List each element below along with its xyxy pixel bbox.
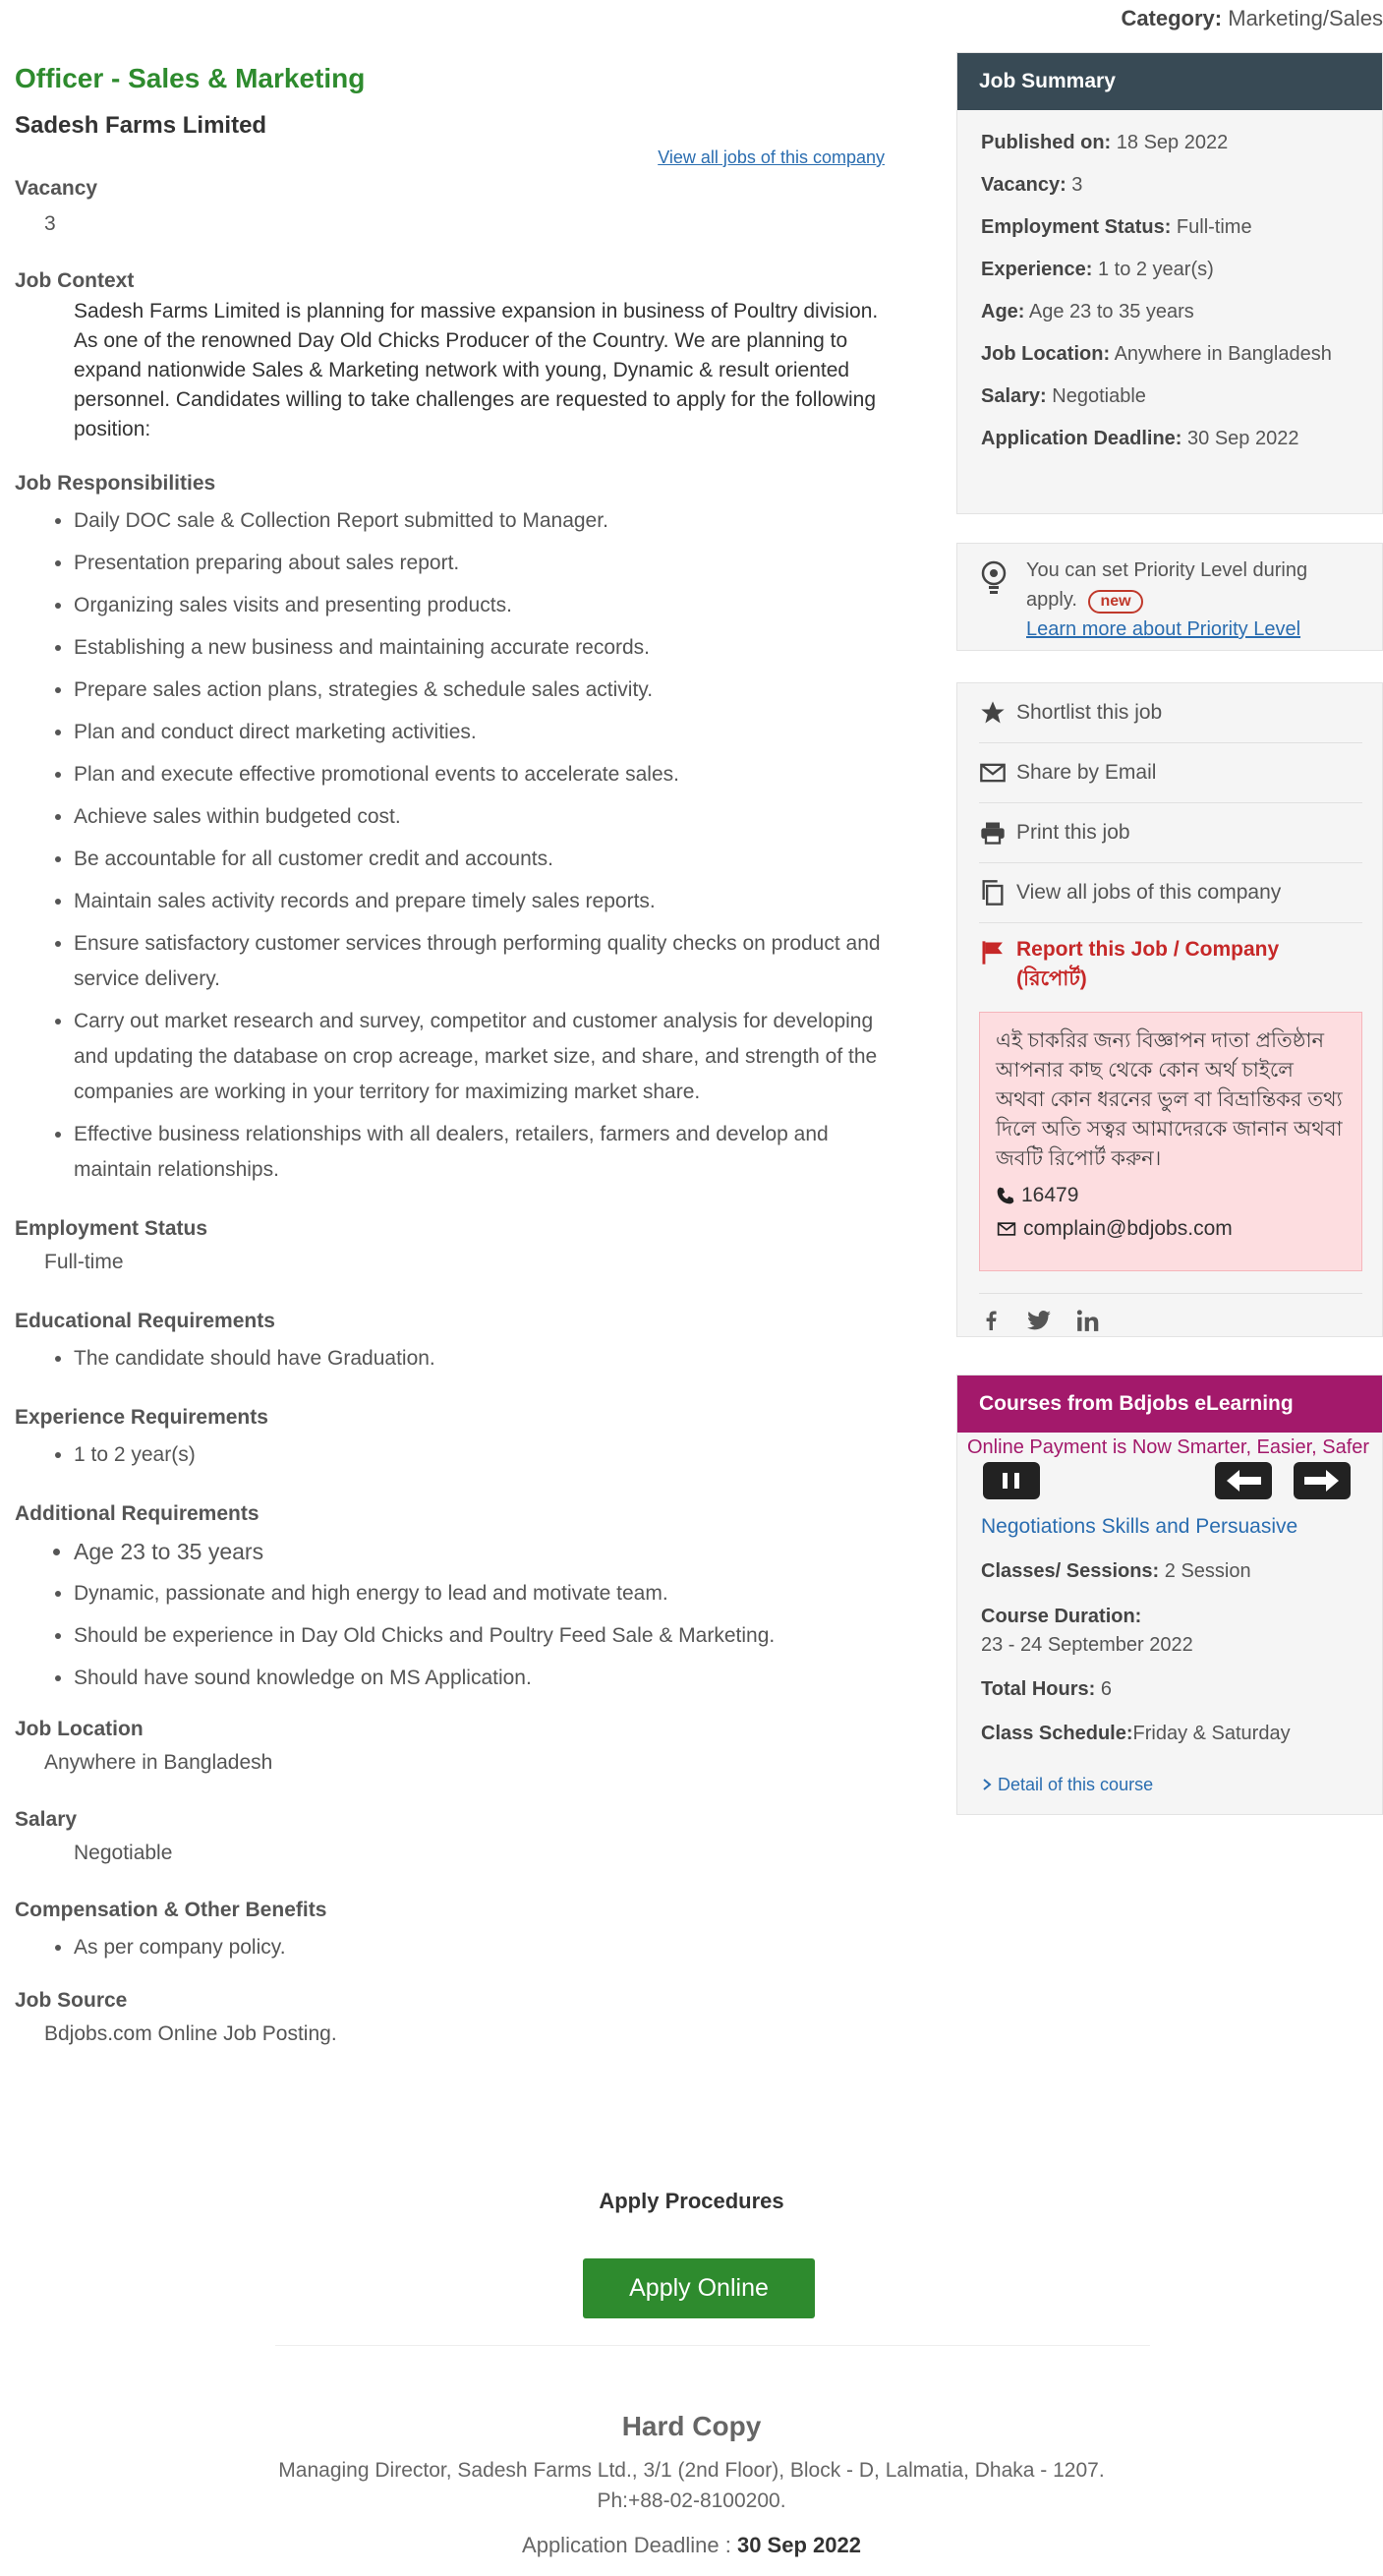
list-item: • Dynamic, passionate and high energy to lead and motivate team. <box>74 1576 885 1611</box>
chevron-right-icon <box>981 1778 993 1791</box>
complain-email-address[interactable]: complain@bdjobs.com <box>1023 1217 1233 1240</box>
summary-row <box>957 385 1382 408</box>
employment-status-heading: Employment Status <box>15 1217 208 1240</box>
next-button[interactable] <box>1294 1462 1351 1499</box>
summary-row-label: Job Location: <box>981 343 1111 365</box>
hard-copy-heading: Hard Copy <box>621 2411 762 2441</box>
experience-heading: Experience Requirements <box>15 1406 268 1429</box>
arrow-left-icon <box>1215 1462 1272 1499</box>
courses-marquee: Online Payment is Now Smarter, Easier, Safer <box>967 1436 1370 1458</box>
sessions-value: 2 Session <box>1164 1560 1251 1582</box>
list-item: • The candidate should have Graduation. <box>74 1341 885 1376</box>
course-name-link[interactable]: Negotiations Skills and Persuasive <box>981 1515 1298 1538</box>
complain-phone-number: 16479 <box>1021 1184 1079 1206</box>
list-item: • Age 23 to 35 years <box>74 1534 885 1569</box>
job-details <box>15 63 885 2046</box>
summary-row <box>957 174 1382 197</box>
list-item: • Ensure satisfactory customer services through performing quality checks on product and service delivery. <box>74 926 885 997</box>
actions-panel <box>956 682 1383 1337</box>
summary-row-label: Salary: <box>981 385 1047 407</box>
view-all-jobs-link[interactable]: View all jobs of this company <box>658 147 885 167</box>
additional-heading: Additional Requirements <box>15 1502 259 1525</box>
summary-row <box>957 216 1382 239</box>
context-heading: Job Context <box>15 269 135 292</box>
new-badge: new <box>1088 590 1142 614</box>
list-item: • Daily DOC sale & Collection Report submitted to Manager. <box>74 503 885 539</box>
summary-row <box>957 259 1382 281</box>
schedule-label: Class Schedule: <box>981 1723 1133 1744</box>
sessions-label: Classes/ Sessions: <box>981 1560 1160 1582</box>
list-item: • Effective business relationships with all dealers, retailers, farmers and develop and maintain relationships. <box>74 1117 885 1188</box>
summary-row-value: 18 Sep 2022 <box>1116 132 1229 153</box>
responsibilities-heading: Job Responsibilities <box>15 472 216 495</box>
list-item: • As per company policy. <box>74 1930 885 1965</box>
category-value: Marketing/Sales <box>1228 6 1383 30</box>
course-duration-value: 23 - 24 September 2022 <box>981 1634 1193 1656</box>
employment-status-value: Full-time <box>44 1251 124 1273</box>
list-item: • Prepare sales action plans, strategies & schedule sales activity. <box>74 673 885 708</box>
summary-row <box>957 343 1382 366</box>
deadline-value: 30 Sep 2022 <box>736 2533 861 2557</box>
priority-text-block <box>1026 556 1360 644</box>
salary-value: Negotiable <box>74 1842 173 1864</box>
education-heading: Educational Requirements <box>15 1310 275 1332</box>
vacancy-value: 3 <box>44 212 56 235</box>
copy-icon <box>979 879 1007 907</box>
courses-title: Courses from Bdjobs eLearning <box>957 1376 1382 1433</box>
list-item: • Achieve sales within budgeted cost. <box>74 799 885 835</box>
shortlist-job-button[interactable] <box>979 683 1362 743</box>
hours-label: Total Hours: <box>981 1678 1096 1700</box>
course-sessions <box>981 1560 1251 1583</box>
apply-online-button[interactable]: Apply Online <box>583 2258 815 2318</box>
list-item: • Plan and execute effective promotional events to accelerate sales. <box>74 757 885 792</box>
hard-copy-address <box>0 2455 1383 2516</box>
twitter-icon[interactable] <box>1026 1308 1052 1333</box>
job-summary-title: Job Summary <box>957 53 1382 110</box>
deadline-label: Application Deadline : <box>522 2533 731 2557</box>
phone-line: Ph:+88-02-8100200. <box>597 2489 786 2512</box>
summary-row-value: Full-time <box>1176 216 1252 238</box>
list-item: • Establishing a new business and maintaining accurate records. <box>74 630 885 666</box>
course-duration <box>981 1606 1141 1628</box>
summary-row <box>957 301 1382 323</box>
view-all-label: View all jobs of this company <box>1016 881 1282 904</box>
courses-panel <box>956 1375 1383 1815</box>
share-email-label: Share by Email <box>1016 761 1157 784</box>
prev-button[interactable] <box>1215 1462 1272 1499</box>
list-item: • Organizing sales visits and presenting products. <box>74 588 885 623</box>
envelope-icon <box>996 1219 1017 1239</box>
summary-row-label: Vacancy: <box>981 174 1066 196</box>
hours-value: 6 <box>1100 1678 1112 1700</box>
list-item: • Plan and conduct direct marketing activities. <box>74 715 885 750</box>
pause-button[interactable] <box>983 1462 1040 1499</box>
lightbulb-icon <box>979 559 1008 599</box>
summary-row-label: Age: <box>981 301 1025 322</box>
course-schedule <box>981 1723 1291 1745</box>
divider <box>275 2345 1150 2346</box>
flag-icon <box>979 939 1007 966</box>
address-line: Managing Director, Sadesh Farms Ltd., 3/1 (2nd Floor), Block - D, Lalmatia, Dhaka - 1207. <box>278 2459 1105 2482</box>
complain-phone <box>996 1184 1346 1207</box>
complain-text: এই চাকরির জন্য বিজ্ঞাপন দাতা প্রতিষ্ঠান আপনার কাছ থেকে কোন অর্থ চাইলে অথবা কোন ধরনের ভুল বা বিভ্রান্তিকর তথ্য দিলে অতি সত্বর আমাদেরকে জানান অথবা জবটি রিপোর্ট করুন। <box>996 1029 1343 1170</box>
summary-row-label: Employment Status: <box>981 216 1172 238</box>
summary-row <box>957 132 1382 154</box>
course-detail-link[interactable] <box>981 1775 1153 1795</box>
complain-email <box>996 1217 1346 1241</box>
schedule-value: Friday & Saturday <box>1132 1723 1291 1744</box>
summary-row-label: Experience: <box>981 259 1093 280</box>
social-share <box>979 1293 1362 1333</box>
experience-list <box>15 1437 885 1473</box>
source-value: Bdjobs.com Online Job Posting. <box>44 2022 337 2045</box>
context-text: Sadesh Farms Limited is planning for massive expansion in business of Poultry division. As one of the renowned Day Old Chicks Producer of the Country. We are planning to expand nationwide Sales & Marketing network with young, Dynamic & result oriented personnel. Candidates willing to take challenges are requested to apply for the following position: <box>74 300 879 440</box>
list-item: • Should be experience in Day Old Chicks and Poultry Feed Sale & Marketing. <box>74 1618 885 1654</box>
envelope-icon <box>979 759 1007 787</box>
star-icon <box>979 699 1007 727</box>
pause-icon <box>983 1462 1040 1499</box>
printer-icon <box>979 819 1007 847</box>
duration-label: Course Duration: <box>981 1606 1142 1627</box>
summary-row-value: Anywhere in Bangladesh <box>1114 343 1332 365</box>
list-item: • Maintain sales activity records and prepare timely sales reports. <box>74 884 885 919</box>
location-value: Anywhere in Bangladesh <box>44 1751 273 1774</box>
location-heading: Job Location <box>15 1718 144 1740</box>
list-item: • Should have sound knowledge on MS Application. <box>74 1661 885 1696</box>
job-summary-panel <box>956 52 1383 514</box>
priority-learn-more-link[interactable]: Learn more about Priority Level <box>1026 618 1301 640</box>
summary-row-value: 3 <box>1071 174 1083 196</box>
phone-icon <box>996 1186 1015 1205</box>
summary-row-label: Published on: <box>981 132 1112 153</box>
benefits-heading: Compensation & Other Benefits <box>15 1899 327 1921</box>
summary-row-value: Age 23 to 35 years <box>1028 301 1194 322</box>
report-job-button[interactable] <box>979 923 1362 1002</box>
category-label: Category: <box>1121 6 1223 30</box>
job-title: Officer - Sales & Marketing <box>15 63 366 93</box>
responsibilities-list <box>15 503 885 1188</box>
share-email-button[interactable] <box>979 743 1362 803</box>
report-label: Report this Job / Company (রিপোর্ট) <box>1016 938 1280 990</box>
category <box>1121 6 1383 31</box>
list-item: • Carry out market research and survey, competitor and customer analysis for developing and updating the database on crop acreage, market size, and share, and strength of the companies are working in your territory for maximizing market share. <box>74 1004 885 1110</box>
course-hours <box>981 1678 1112 1701</box>
application-deadline <box>0 2533 1383 2558</box>
list-item: • Presentation preparing about sales report. <box>74 546 885 581</box>
priority-text: You can set Priority Level during apply. <box>1026 559 1308 611</box>
priority-panel <box>956 543 1383 651</box>
print-label: Print this job <box>1016 821 1130 844</box>
source-heading: Job Source <box>15 1989 128 2012</box>
complain-box <box>979 1012 1362 1271</box>
summary-row-value: 1 to 2 year(s) <box>1097 259 1214 280</box>
additional-list <box>15 1534 885 1696</box>
salary-heading: Salary <box>15 1808 78 1831</box>
summary-row-value: Negotiable <box>1052 385 1146 407</box>
benefits-list <box>15 1930 885 1965</box>
print-job-button[interactable] <box>979 803 1362 863</box>
apply-procedures-heading: Apply Procedures <box>599 2189 784 2213</box>
list-item: • 1 to 2 year(s) <box>74 1437 885 1473</box>
course-detail-label: Detail of this course <box>998 1775 1154 1794</box>
list-item: • Be accountable for all customer credit and accounts. <box>74 842 885 877</box>
linkedin-icon[interactable] <box>1075 1308 1101 1333</box>
education-list <box>15 1341 885 1376</box>
summary-rows <box>957 110 1382 450</box>
summary-row-value: 30 Sep 2022 <box>1187 428 1299 449</box>
shortlist-label: Shortlist this job <box>1016 701 1163 724</box>
company-name: Sadesh Farms Limited <box>15 112 267 139</box>
summary-row <box>957 428 1382 450</box>
view-all-company-jobs-button[interactable] <box>979 863 1362 923</box>
arrow-right-icon <box>1294 1462 1351 1499</box>
facebook-icon[interactable] <box>979 1308 1003 1333</box>
summary-row-label: Application Deadline: <box>981 428 1182 449</box>
vacancy-heading: Vacancy <box>15 177 98 200</box>
